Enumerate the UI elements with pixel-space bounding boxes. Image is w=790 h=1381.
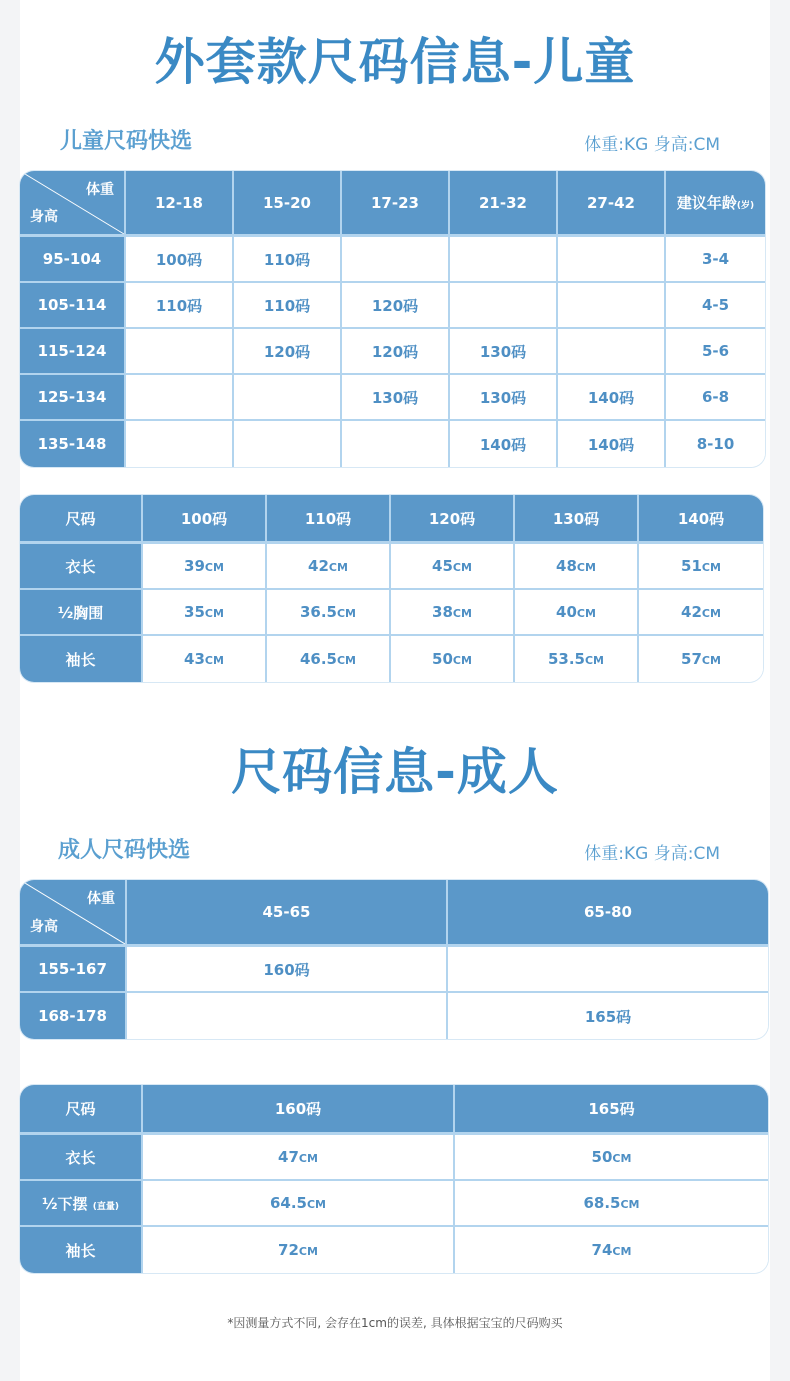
measure-label: 衣长: [20, 1135, 143, 1181]
measure-value: 42: [681, 603, 702, 621]
size-cell: 140码: [558, 375, 666, 421]
table-row: [20, 544, 763, 590]
measure-value: 47: [278, 1148, 299, 1166]
table-row: [20, 329, 765, 375]
measure-label: 袖长: [20, 1227, 143, 1273]
measure-value: 50: [591, 1148, 613, 1166]
measure-value: 39: [184, 557, 205, 575]
weight-col-header: 12-18: [126, 171, 234, 237]
height-row-header: 135-148: [20, 421, 126, 467]
weight-col-header: 65-80: [448, 880, 768, 947]
measure-cell: [143, 1227, 455, 1273]
measure-cell: [639, 636, 763, 682]
corner-weight-label: 体重: [87, 891, 115, 907]
size-col-header: 130码: [515, 495, 639, 544]
unit-label: CM: [576, 607, 596, 620]
measure-value: 51: [681, 557, 702, 575]
unit-label: CM: [204, 654, 224, 667]
unit-label: CM: [612, 1245, 632, 1258]
unit-label: CM: [576, 561, 596, 574]
kids-title: 外套款尺码信息-儿童: [154, 33, 636, 91]
size-cell: [234, 421, 342, 467]
size-cell: [558, 237, 666, 283]
size-cell: 130码: [342, 375, 450, 421]
size-cell: [558, 329, 666, 375]
adult-quick-title: 成人尺码快选: [58, 838, 191, 863]
unit-label: CM: [298, 1245, 318, 1258]
size-cell: 120码: [342, 283, 450, 329]
unit-label: CM: [701, 561, 721, 574]
unit-label: CM: [336, 654, 357, 667]
size-cell: 160码: [127, 947, 448, 993]
size-cell: 130码: [450, 329, 558, 375]
measure-cell: [143, 590, 267, 636]
size-cell: [450, 283, 558, 329]
measure-cell: [515, 590, 639, 636]
size-col-header: 165码: [455, 1085, 768, 1135]
measure-cell: [455, 1135, 768, 1181]
age-cell: 8-10: [666, 421, 765, 467]
measure-label: [20, 1181, 143, 1227]
adult-title: 尺码信息-成人: [231, 743, 559, 801]
measure-cell: [267, 636, 391, 682]
adult-measure-table: [20, 1085, 768, 1273]
weight-col-header: 17-23: [342, 171, 450, 237]
unit-label: CM: [452, 654, 472, 667]
size-col-header: 110码: [267, 495, 391, 544]
measure-cell: [639, 590, 763, 636]
unit-label: CM: [298, 1152, 318, 1165]
kids-subtitle-row: [60, 124, 720, 155]
size-cell: [126, 329, 234, 375]
measure-value: 57: [681, 650, 702, 668]
measure-value: 46.5: [299, 650, 337, 668]
unit-label: CM: [204, 607, 224, 620]
table-row: [20, 1181, 768, 1227]
height-row-header: 125-134: [20, 375, 126, 421]
size-cell: [558, 283, 666, 329]
weight-col-header: 21-32: [450, 171, 558, 237]
measure-cell: [143, 544, 267, 590]
table-row: [20, 283, 765, 329]
measure-value: 72: [278, 1241, 299, 1259]
size-cell: [342, 421, 450, 467]
measure-cell: [143, 1135, 455, 1181]
measure-value: 45: [432, 557, 453, 575]
measure-label-suffix: (直量): [92, 1201, 119, 1212]
measure-cell: [267, 590, 391, 636]
table-row: [20, 590, 763, 636]
size-col-header: 160码: [143, 1085, 455, 1135]
kids-quick-table: [20, 171, 765, 467]
table-row: [20, 947, 768, 993]
size-cell: 110码: [234, 237, 342, 283]
kids-units: 体重:KG 身高:CM: [584, 135, 720, 155]
height-row-header: 168-178: [20, 993, 127, 1039]
footnote: *因测量方式不同, 会存在1cm的误差, 具体根据宝宝的尺码购买: [227, 1316, 563, 1330]
unit-label: CM: [620, 1198, 640, 1211]
measure-value: 68.5: [583, 1194, 621, 1212]
measure-value: 48: [556, 557, 577, 575]
corner-height-label: 身高: [30, 919, 58, 935]
weight-col-header: 15-20: [234, 171, 342, 237]
adult-quick-table: [20, 880, 768, 1039]
age-header-label: 建议年龄: [676, 194, 737, 212]
measure-cell: [455, 1181, 768, 1227]
kids-corner-cell: [20, 171, 126, 237]
measure-value: 43: [184, 650, 205, 668]
size-cell: 110码: [126, 283, 234, 329]
size-cell: 140码: [558, 421, 666, 467]
measure-value: 35: [184, 603, 205, 621]
age-unit-label: (岁): [736, 201, 755, 211]
adult-units: 体重:KG 身高:CM: [584, 844, 720, 864]
measure-cell: [143, 1181, 455, 1227]
table-row: [20, 237, 765, 283]
size-chart-page: [20, 0, 770, 1381]
age-cell: 4-5: [666, 283, 765, 329]
measure-cell: [143, 636, 267, 682]
size-col-header: 140码: [639, 495, 763, 544]
measure-cell: [391, 590, 515, 636]
adult-subtitle-row: [58, 833, 720, 864]
measure-label: 衣长: [20, 544, 143, 590]
unit-label: CM: [336, 607, 357, 620]
corner-weight-label: 体重: [86, 182, 114, 198]
table-row: [20, 375, 765, 421]
age-cell: 5-6: [666, 329, 765, 375]
measure-value: 38: [432, 603, 453, 621]
weight-col-header: 45-65: [127, 880, 448, 947]
size-col-header: 100码: [143, 495, 267, 544]
size-cell: 100码: [126, 237, 234, 283]
measure-value: 53.5: [547, 650, 585, 668]
age-cell: 6-8: [666, 375, 765, 421]
table-row: [20, 993, 768, 1039]
measure-cell: [515, 544, 639, 590]
size-cell: [127, 993, 448, 1039]
unit-label: CM: [584, 654, 605, 667]
size-cell: 120码: [234, 329, 342, 375]
size-cell: 110码: [234, 283, 342, 329]
measure-value: 74: [591, 1241, 613, 1259]
unit-label: CM: [452, 607, 472, 620]
unit-label: CM: [306, 1198, 327, 1211]
size-cell: 140码: [450, 421, 558, 467]
weight-col-header: 27-42: [558, 171, 666, 237]
size-header: 尺码: [20, 495, 143, 544]
measure-value: 64.5: [269, 1194, 307, 1212]
size-cell: [126, 375, 234, 421]
measure-cell: [455, 1227, 768, 1273]
size-cell: [342, 237, 450, 283]
measure-value: 50: [432, 650, 453, 668]
height-row-header: 115-124: [20, 329, 126, 375]
size-col-header: 120码: [391, 495, 515, 544]
age-cell: 3-4: [666, 237, 765, 283]
unit-label: CM: [612, 1152, 632, 1165]
measure-value: 40: [556, 603, 577, 621]
measure-value: 36.5: [299, 603, 337, 621]
measure-value: 42: [308, 557, 329, 575]
size-header: 尺码: [20, 1085, 143, 1135]
measure-cell: [639, 544, 763, 590]
measure-cell: [391, 544, 515, 590]
height-row-header: 95-104: [20, 237, 126, 283]
size-cell: [234, 375, 342, 421]
size-cell: [448, 947, 768, 993]
height-row-header: 155-167: [20, 947, 127, 993]
size-cell: [450, 237, 558, 283]
measure-cell: [267, 544, 391, 590]
size-cell: 130码: [450, 375, 558, 421]
table-row: [20, 421, 765, 467]
size-cell: 120码: [342, 329, 450, 375]
adult-corner-cell: [20, 880, 127, 947]
kids-quick-title: 儿童尺码快选: [60, 129, 193, 154]
height-row-header: 105-114: [20, 283, 126, 329]
unit-label: CM: [452, 561, 472, 574]
measure-label: 袖长: [20, 636, 143, 682]
table-row: [20, 1135, 768, 1181]
age-col-header: [666, 171, 765, 237]
measure-label: ½胸围: [20, 590, 143, 636]
unit-label: CM: [701, 607, 721, 620]
corner-height-label: 身高: [30, 209, 58, 225]
measure-label-text: ½下摆: [42, 1194, 88, 1213]
size-cell: [126, 421, 234, 467]
unit-label: CM: [328, 561, 348, 574]
unit-label: CM: [701, 654, 721, 667]
measure-cell: [515, 636, 639, 682]
size-cell: 165码: [448, 993, 768, 1039]
kids-measure-table: [20, 495, 763, 682]
table-row: [20, 636, 763, 682]
unit-label: CM: [204, 561, 224, 574]
table-row: [20, 1227, 768, 1273]
measure-cell: [391, 636, 515, 682]
